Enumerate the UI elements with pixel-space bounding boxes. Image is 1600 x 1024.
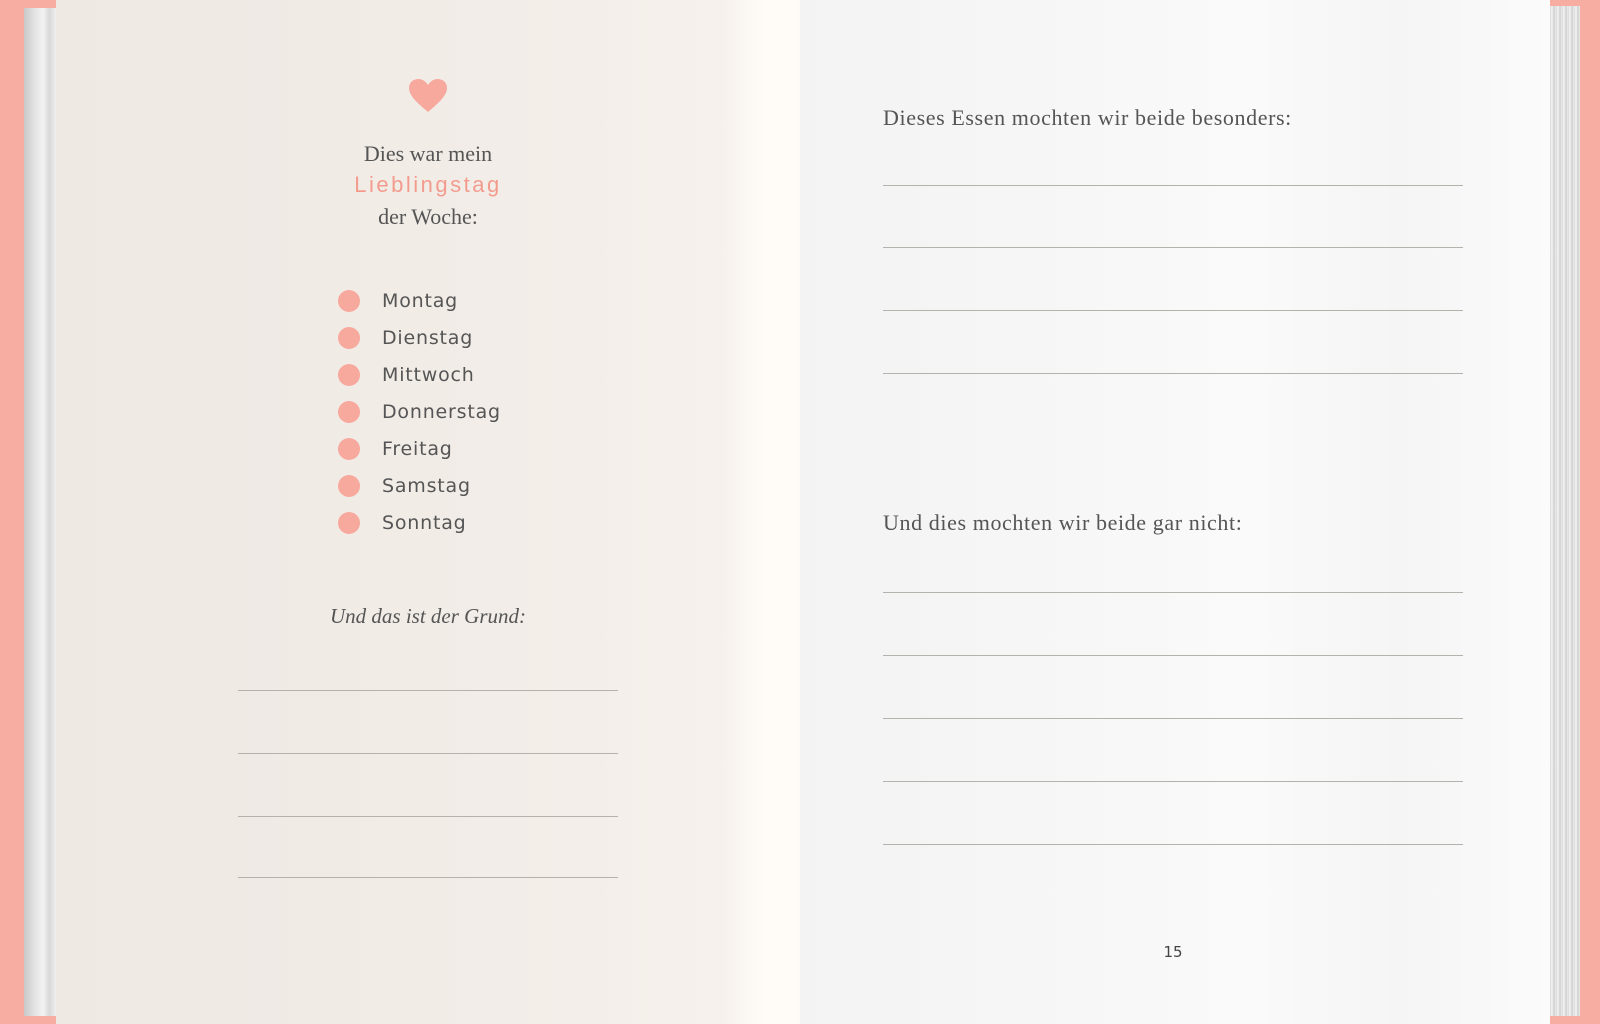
writing-line[interactable] xyxy=(883,718,1463,719)
radio-dot[interactable] xyxy=(338,401,360,423)
writing-line[interactable] xyxy=(238,753,618,754)
weekday-option[interactable] xyxy=(338,393,501,430)
page-edges xyxy=(1550,6,1580,1016)
heading-accent: Lieblingstag xyxy=(354,172,502,197)
weekday-label: Mittwoch xyxy=(382,363,475,386)
page-number: 15 xyxy=(1163,943,1183,961)
writing-line[interactable] xyxy=(883,655,1463,656)
weekday-option[interactable] xyxy=(338,467,501,504)
reason-label: Und das ist der Grund: xyxy=(329,604,526,628)
radio-dot[interactable] xyxy=(338,475,360,497)
weekday-label: Dienstag xyxy=(382,326,474,349)
weekday-label: Sonntag xyxy=(382,511,467,534)
heading-line-3: der Woche: xyxy=(378,204,478,229)
writing-line[interactable] xyxy=(883,247,1463,248)
writing-line[interactable] xyxy=(238,877,618,878)
disliked-food-prompt: Und dies mochten wir beide gar nicht: xyxy=(883,510,1243,535)
writing-line[interactable] xyxy=(883,185,1463,186)
book-spine-edge xyxy=(24,8,56,1016)
weekday-label: Freitag xyxy=(382,437,453,460)
writing-line[interactable] xyxy=(883,592,1463,593)
weekday-label: Donnerstag xyxy=(382,400,501,423)
weekday-option[interactable] xyxy=(338,504,501,541)
writing-line[interactable] xyxy=(238,690,618,691)
heading-line-1: Dies war mein xyxy=(363,141,493,166)
writing-line[interactable] xyxy=(883,310,1463,311)
weekday-label: Montag xyxy=(382,289,459,312)
radio-dot[interactable] xyxy=(338,327,360,349)
weekday-label: Samstag xyxy=(382,474,471,497)
weekday-option[interactable] xyxy=(338,319,501,356)
writing-line[interactable] xyxy=(238,816,618,817)
writing-line[interactable] xyxy=(883,781,1463,782)
heart-icon xyxy=(408,78,448,114)
favorite-food-prompt: Dieses Essen mochten wir beide besonders: xyxy=(883,105,1292,130)
radio-dot[interactable] xyxy=(338,438,360,460)
writing-line[interactable] xyxy=(883,373,1463,374)
weekday-list xyxy=(338,282,501,541)
writing-line[interactable] xyxy=(883,844,1463,845)
weekday-option[interactable] xyxy=(338,430,501,467)
radio-dot[interactable] xyxy=(338,364,360,386)
weekday-option[interactable] xyxy=(338,356,501,393)
radio-dot[interactable] xyxy=(338,512,360,534)
radio-dot[interactable] xyxy=(338,290,360,312)
weekday-option[interactable] xyxy=(338,282,501,319)
